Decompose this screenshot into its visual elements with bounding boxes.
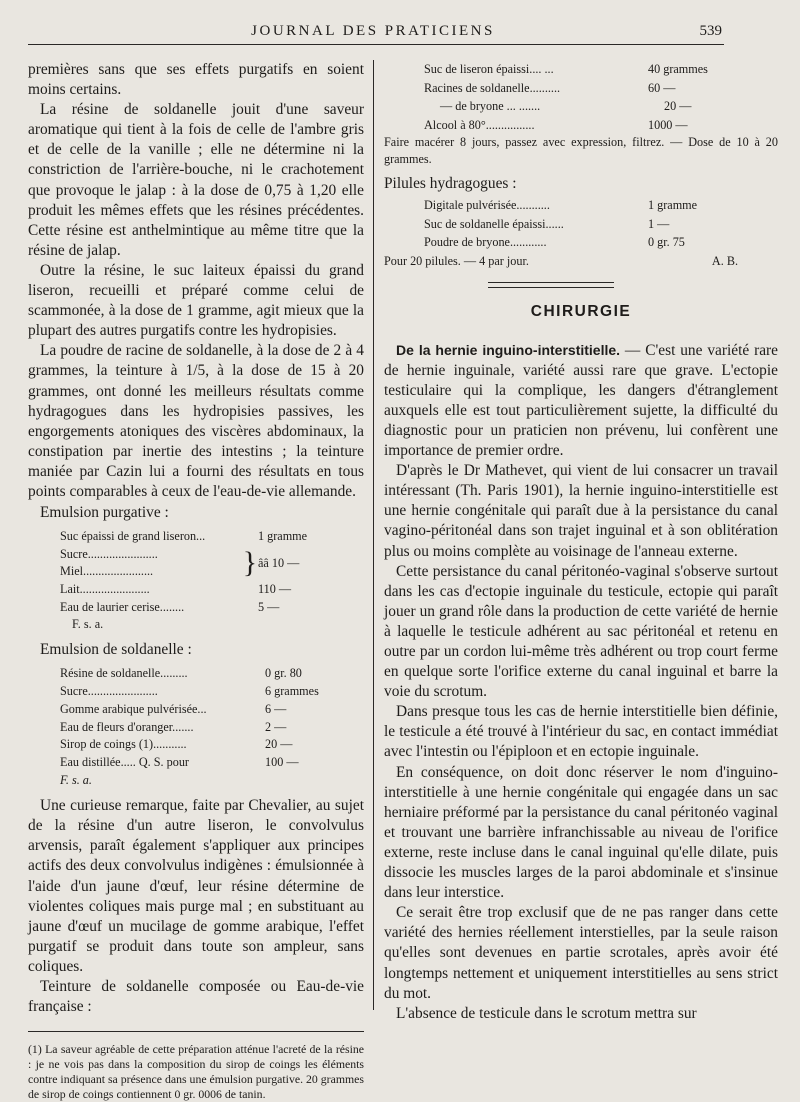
left-column [28, 60, 364, 1102]
recipe-title: Emulsion de soldanelle : [40, 640, 192, 658]
recipe-title: Emulsion purgative : [40, 504, 169, 522]
recipe-row [28, 616, 364, 634]
recipe-emulsion-soldanelle [28, 665, 364, 790]
section-separator [488, 282, 614, 288]
paragraph: Une curieuse remarque, faite par Chevalier, au sujet de la résine d'un autre liseron, le convolvulus arvensis, paraît également s'appliquer aux principes actifs des deux convolvulus indigènes : émulsionnée à l'aide d'un jaune d'œuf, leur résine détermine de violentes coliques mais purge mal ; en substituant au jaune d'œuf un mucilage de gomme arabique, l'effet purgatif se produit dans toute son ampleur, sans coliques. [28, 797, 364, 975]
recipe-note: Faire macérer 8 jours, passez avec expression, filtrez. — Dose de 10 à 20 grammes. [384, 135, 778, 166]
quantity: ââ 10 — [258, 555, 300, 570]
paragraph: Outre la résine, le suc laiteux épaissi du grand liseron, recueilli et préparé comme celui de scammonée, à la dose de 1 gramme, agit mieux que la plupart des autres purgatifs contre les hydropisies. [28, 261, 364, 340]
brace: } [242, 546, 258, 580]
paragraph: L'absence de testicule dans le scrotum mettra sur [396, 1004, 697, 1022]
fsa-note: F. s. a. [72, 617, 104, 632]
recipe-footer [384, 252, 778, 270]
ingredient: Gomme arabique pulvérisée... [60, 701, 207, 716]
recipe-row [384, 116, 778, 135]
quantity: 20 — [265, 737, 293, 752]
quantity: 20 — [664, 99, 692, 113]
paragraph: Ce serait être trop exclusif que de ne pas ranger dans cette variété des hernies réellement interstielles, par la seule raison qu'elles sont devenues en partie scrotales, après avoir été longtemps nettement et uniquement interstitielles au sens strict du mot. [384, 904, 778, 1002]
page-header [28, 20, 722, 44]
quantity: 110 — [258, 581, 292, 596]
ingredient: Sirop de coings (1)........... [60, 737, 187, 752]
ingredient: Digitale pulvérisée........... [424, 198, 550, 212]
recipe-row [384, 233, 778, 252]
recipe-teinture [384, 60, 778, 134]
ingredient: Résine de soldanelle......... [60, 665, 188, 680]
quantity: 5 — [258, 599, 280, 614]
right-column [384, 60, 778, 1024]
footnote: (1) La saveur agréable de cette préparation atténue l'acreté de la résine : je ne vois pas dans la composition du sirop de coings les éléments contre indiquant sa présence dans une émulsion purgative. 20 grammes de sirop de coings contiennent 0 gr. 0006 de tanin. [28, 1042, 364, 1102]
quantity: 100 — [265, 755, 299, 770]
paragraph: Cette persistance du canal péritonéo-vaginal s'observe surtout dans les cas d'ectopie inguinale du testicule, ectopie qui paraît jouer un grand rôle dans la production de cette variété de hernie à laquelle le testicule adhérent au sac péritonéal et retenu en outre par un cordon lui-même très adhérent ou trop court ferme en quelque sorte l'orifice externe du canal inguinal et barre la voie du scrotum. [384, 562, 778, 701]
quantity: 60 — [648, 80, 676, 95]
article-text: — C'est une variété rare de hernie inguinale, variété aussi rare que grave. L'ectopie testiculaire qui la complique, les dangers d'étranglement auxquels elle est tout particulièrement sujette, la difficulté du diagnostic pour un praticien non prévenu, lui confèrent une importance de premier ordre. [384, 341, 778, 460]
recipe-pilules [384, 196, 778, 252]
recipe-row [384, 60, 778, 79]
ingredient: Suc de liseron épaissi.... ... [424, 62, 554, 76]
column-divider [373, 60, 374, 1010]
quantity: 1 gramme [258, 529, 308, 544]
recipe-row [28, 701, 364, 719]
quantity: 0 gr. 80 [265, 665, 302, 680]
quantity: 40 grammes [648, 62, 708, 76]
quantity: 1000 — [648, 117, 688, 132]
quantity: 1 — [648, 216, 670, 231]
recipe-row [28, 772, 364, 790]
ingredient: Racines de soldanelle.......... [424, 80, 561, 95]
fsa-note: F. s. a. [60, 773, 92, 788]
paragraph: En conséquence, on doit donc réserver le nom d'inguino-interstitielle à une hernie congénitale qui engagée dans un sac herniaire préformé par la persistance du canal péritonéo vaginal et trouvant une barrière infranchissable au niveau de l'orifice externe, reste incluse dans le canal inguinal qu'elle dilate, puis dissocie les muscles larges de la paroi abdominale et s'insinue dans leur interstice. [384, 763, 778, 902]
ingredient: Lait....................... [60, 581, 150, 596]
ingredient: Poudre de bryone............ [424, 235, 547, 249]
paragraph: Teinture de soldanelle composée ou Eau-de-vie française : [28, 978, 364, 1016]
ingredient: Alcool à 80°................ [424, 117, 535, 132]
section-title: CHIRURGIE [530, 302, 632, 320]
recipe-emulsion-purgative [28, 528, 364, 634]
ingredient: Suc épaissi de grand liseron... [60, 529, 206, 544]
quantity: 0 gr. 75 [648, 235, 685, 249]
ingredient: Sucre....................... [60, 546, 158, 561]
quantity: 6 — [265, 701, 287, 716]
recipe-title: Pilules hydragogues : [384, 175, 517, 192]
ingredient: Eau distillée..... Q. S. pour [60, 755, 189, 770]
header-rule [28, 44, 724, 45]
ingredient: Eau de fleurs d'oranger....... [60, 719, 194, 734]
paragraph: Dans presque tous les cas de hernie interstitielle bien définie, le testicule a été trouvé à l'intérieur du sac, en contact immédiat avec l'intestin ou l'épiploon et en ectopie inguinale. [384, 703, 778, 761]
recipe-row [28, 599, 364, 617]
recipe-row [384, 79, 778, 98]
journal-title: JOURNAL DES PRATICIENS [251, 23, 495, 39]
ingredient: Eau de laurier cerise........ [60, 599, 185, 614]
recipe-row [28, 581, 364, 599]
quantity: 1 gramme [648, 198, 698, 212]
quantity: 2 — [265, 719, 287, 734]
recipe-row [28, 719, 364, 737]
ingredient: Miel....................... [60, 564, 154, 579]
recipe-row-group [28, 546, 364, 581]
article-title: De la hernie inguino-interstitielle. [396, 341, 621, 358]
recipe-row [28, 665, 364, 683]
paragraph: La poudre de racine de soldanelle, à la dose de 2 à 4 grammes, la teinture à 1/5, à la dose de 15 à 20 grammes, ont donné les meilleurs résultats comme hydragogues dans les hydropisies passives, les engorgements atoniques des viscères abdominaux, la constipation par inertie des intestins ; la teinture maniée par Cazin lui a fourni des résultats en tous points comparables à ceux de l'eau-de-vie allemande. [28, 342, 364, 500]
recipe-row [384, 97, 778, 116]
ingredient: Suc de soldanelle épaissi...... [424, 216, 564, 231]
paragraph: La résine de soldanelle jouit d'une saveur aromatique qui tient à la fois de celle de l'ambre gris et de celle de la vanille ; elle ne détermine ni la constriction de l'arrière-bouche, ni le crachotement que provoque le jalap : à la dose de 0,75 à 1,20 elle produit les mêmes effets que les résines précédentes. Cette résine est anthelmintique au même titre que la résine de jalap. [28, 101, 364, 259]
ingredient: — de bryone ... ....... [440, 99, 541, 113]
recipe-row [384, 196, 778, 215]
paragraph: D'après le Dr Mathevet, qui vient de lui consacrer un travail intéressant (Th. Paris 1901), la hernie inguino-interstitielle est une hernie congénitale qui paraît due à la persistance du canal vagino-péritonéal dans son trajet inguinal et à son oblitération plus ou moins complète au voisinage de l'anneau externe. [384, 462, 778, 560]
footnote-rule [28, 1031, 364, 1032]
ingredient: Sucre....................... [60, 683, 158, 698]
recipe-row [28, 736, 364, 754]
paragraph [384, 340, 778, 462]
recipe-row [384, 215, 778, 234]
page-number: 539 [699, 23, 722, 39]
signature: A. B. [711, 253, 738, 268]
quantity: 6 grammes [265, 683, 319, 698]
recipe-row [28, 683, 364, 701]
recipe-row [28, 754, 364, 772]
paragraph: premières sans que ses effets purgatifs en soient moins certains. [28, 61, 364, 99]
recipe-row [28, 528, 364, 546]
recipe-note: Pour 20 pilules. — 4 par jour. [384, 253, 529, 268]
